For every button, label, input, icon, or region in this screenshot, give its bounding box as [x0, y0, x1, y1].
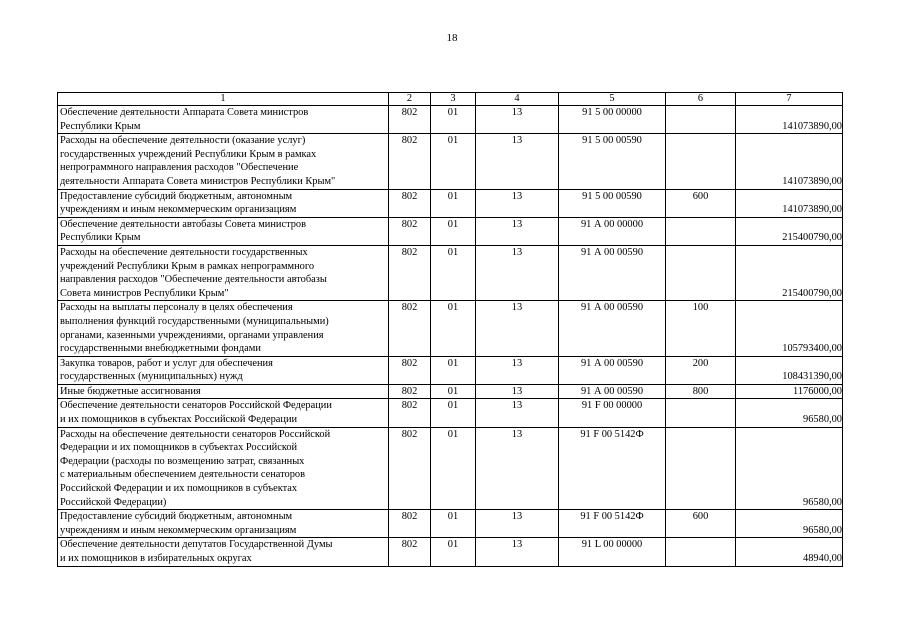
target-item-code: 91 А 00 00590 [559, 356, 666, 384]
amount: 96580,00 [736, 510, 843, 538]
expenditure-name: Обеспечение деятельности сенаторов Российской Федерации и их помощников в субъектах Российской Федерации [58, 399, 389, 427]
expenditure-name: Предоставление субсидий бюджетным, автономным учреждениям и иным некоммерческим организациям [58, 510, 389, 538]
table-row [58, 427, 843, 510]
expense-type-code: 800 [666, 384, 736, 399]
section-code: 01 [431, 510, 476, 538]
expense-type-code [666, 217, 736, 245]
subsection-code: 13 [476, 189, 559, 217]
section-code: 01 [431, 217, 476, 245]
department-code: 802 [389, 189, 431, 217]
department-code: 802 [389, 399, 431, 427]
expense-type-code: 200 [666, 356, 736, 384]
target-item-code: 91 А 00 00590 [559, 245, 666, 300]
subsection-code: 13 [476, 106, 559, 134]
expense-type-code [666, 106, 736, 134]
column-number: 5 [559, 93, 666, 106]
table-row [58, 301, 843, 356]
table-row [58, 399, 843, 427]
subsection-code: 13 [476, 134, 559, 189]
table-row [58, 510, 843, 538]
table-row [58, 134, 843, 189]
expenditure-name: Предоставление субсидий бюджетным, автономным учреждениям и иным некоммерческим организациям [58, 189, 389, 217]
target-item-code: 91 А 00 00590 [559, 301, 666, 356]
expenditure-name: Расходы на обеспечение деятельности (оказание услуг) государственных учреждений Республики Крым в рамках непрограммного направления расходов "Обеспечение деятельности Аппарата Совета министров Республики Крым" [58, 134, 389, 189]
target-item-code: 91 5 00 00000 [559, 106, 666, 134]
department-code: 802 [389, 427, 431, 510]
table-row [58, 217, 843, 245]
section-code: 01 [431, 301, 476, 356]
expense-type-code: 600 [666, 510, 736, 538]
column-number: 2 [389, 93, 431, 106]
amount: 96580,00 [736, 427, 843, 510]
amount: 215400790,00 [736, 245, 843, 300]
budget-table [57, 92, 843, 567]
target-item-code: 91 5 00 00590 [559, 134, 666, 189]
subsection-code: 13 [476, 356, 559, 384]
amount: 96580,00 [736, 399, 843, 427]
expenditure-name: Расходы на выплаты персоналу в целях обеспечения выполнения функций государственными (муниципальными) органами, казенными учреждениями, органами управления государственными внебюджетными фондами [58, 301, 389, 356]
expenditure-name: Обеспечение деятельности автобазы Совета министров Республики Крым [58, 217, 389, 245]
expenditure-name: Обеспечение деятельности Аппарата Совета министров Республики Крым [58, 106, 389, 134]
amount: 48940,00 [736, 538, 843, 566]
expense-type-code [666, 538, 736, 566]
column-number: 1 [58, 93, 389, 106]
column-number: 3 [431, 93, 476, 106]
amount: 215400790,00 [736, 217, 843, 245]
table-row [58, 384, 843, 399]
table-row [58, 356, 843, 384]
section-code: 01 [431, 189, 476, 217]
table-row [58, 106, 843, 134]
expenditure-name: Обеспечение деятельности депутатов Государственной Думы и их помощников в избирательных округах [58, 538, 389, 566]
table-row [58, 189, 843, 217]
subsection-code: 13 [476, 510, 559, 538]
target-item-code: 91 А 00 00590 [559, 384, 666, 399]
department-code: 802 [389, 106, 431, 134]
page-number: 18 [446, 32, 458, 44]
section-code: 01 [431, 134, 476, 189]
amount: 105793400,00 [736, 301, 843, 356]
expense-type-code [666, 134, 736, 189]
target-item-code: 91 F 00 00000 [559, 399, 666, 427]
expenditure-name: Закупка товаров, работ и услуг для обеспечения государственных (муниципальных) нужд [58, 356, 389, 384]
expense-type-code [666, 245, 736, 300]
section-code: 01 [431, 538, 476, 566]
target-item-code: 91 F 00 5142Ф [559, 427, 666, 510]
department-code: 802 [389, 538, 431, 566]
column-number: 4 [476, 93, 559, 106]
target-item-code: 91 А 00 00000 [559, 217, 666, 245]
table-row [58, 245, 843, 300]
amount: 141073890,00 [736, 189, 843, 217]
subsection-code: 13 [476, 384, 559, 399]
target-item-code: 91 L 00 00000 [559, 538, 666, 566]
section-code: 01 [431, 384, 476, 399]
subsection-code: 13 [476, 427, 559, 510]
amount: 1176000,00 [736, 384, 843, 399]
department-code: 802 [389, 356, 431, 384]
subsection-code: 13 [476, 217, 559, 245]
department-code: 802 [389, 301, 431, 356]
expenditure-name: Расходы на обеспечение деятельности государственных учреждений Республики Крым в рамках непрограммного направления расходов "Обеспечение деятельности автобазы Совета министров Республики Крым" [58, 245, 389, 300]
expense-type-code [666, 427, 736, 510]
amount: 141073890,00 [736, 106, 843, 134]
department-code: 802 [389, 134, 431, 189]
section-code: 01 [431, 106, 476, 134]
expense-type-code: 600 [666, 189, 736, 217]
subsection-code: 13 [476, 538, 559, 566]
table-row [58, 538, 843, 566]
section-code: 01 [431, 356, 476, 384]
target-item-code: 91 F 00 5142Ф [559, 510, 666, 538]
department-code: 802 [389, 245, 431, 300]
expenditure-name: Расходы на обеспечение деятельности сенаторов Российской Федерации и их помощников в субъектах Российской Федерации (расходы по возмещению затрат, связанных с материальным обеспечением деятельности сенаторов Российской Федерации и их помощников в субъектах Российской Федерации) [58, 427, 389, 510]
expense-type-code [666, 399, 736, 427]
subsection-code: 13 [476, 301, 559, 356]
section-code: 01 [431, 399, 476, 427]
department-code: 802 [389, 217, 431, 245]
column-number: 6 [666, 93, 736, 106]
amount: 141073890,00 [736, 134, 843, 189]
expense-type-code: 100 [666, 301, 736, 356]
subsection-code: 13 [476, 245, 559, 300]
subsection-code: 13 [476, 399, 559, 427]
amount: 108431390,00 [736, 356, 843, 384]
section-code: 01 [431, 245, 476, 300]
column-number: 7 [736, 93, 843, 106]
department-code: 802 [389, 510, 431, 538]
column-number-row [58, 93, 843, 106]
section-code: 01 [431, 427, 476, 510]
target-item-code: 91 5 00 00590 [559, 189, 666, 217]
expenditure-name: Иные бюджетные ассигнования [58, 384, 389, 399]
department-code: 802 [389, 384, 431, 399]
